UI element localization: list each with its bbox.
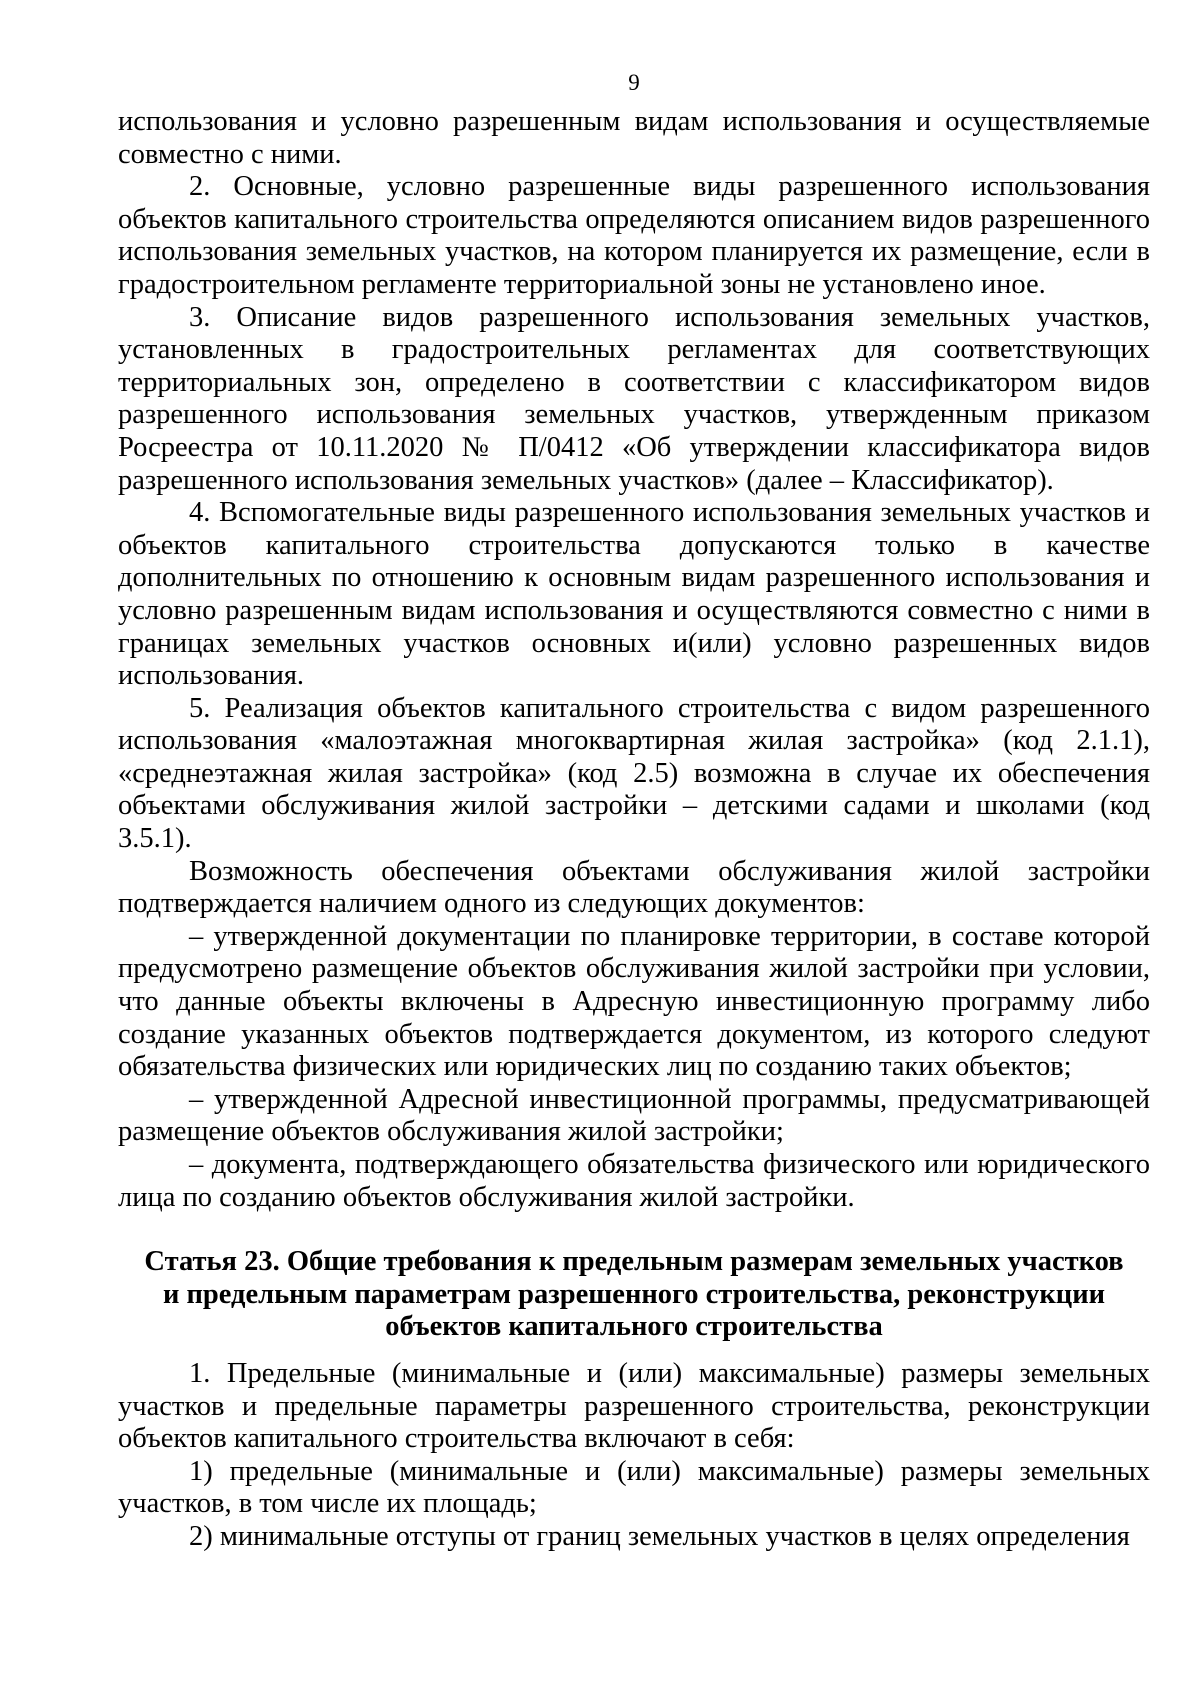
body-before-heading	[118, 106, 1150, 1214]
page-number: 9	[628, 70, 640, 95]
paragraph-item-4: 4. Вспомогательные виды разрешенного использования земельных участков и объектов капитального строительства допускаются только в качестве дополнительных по отношению к основным видам разрешенного использования и условно разрешенным видам использования и осуществляются совместно с ними в границах земельных участков основных и(или) условно разрешенных видов использования.	[118, 497, 1150, 692]
list-item-dash-2: – утвержденной Адресной инвестиционной программы, предусматривающей размещение объектов обслуживания жилой застройки;	[118, 1083, 1150, 1148]
article-subitem-1: 1) предельные (минимальные и (или) максимальные) размеры земельных участков, в том числе их площадь;	[118, 1455, 1150, 1520]
paragraph-continuation: использования и условно разрешенным видам использования и осуществляемые совместно с ними.	[118, 106, 1150, 170]
paragraph-item-3: 3. Описание видов разрешенного использования земельных участков, установленных в градостроительных регламентах для соответствующих территориальных зон, определено в соответствии с классификатором видов разрешенного использования земельных участков, утвержденным приказом Росреестра от 10.11.2020 № П/0412 «Об утверждении классификатора видов разрешенного использования земельных участков» (далее – Классификатор).	[118, 301, 1150, 496]
article-heading-line-3: объектов капитального строительства	[385, 1311, 883, 1343]
article-heading	[118, 1246, 1150, 1344]
paragraph-possibility: Возможность обеспечения объектами обслуживания жилой застройки подтверждается наличием одного из следующих документов:	[118, 855, 1150, 920]
list-item-dash-3: – документа, подтверждающего обязательства физического или юридического лица по созданию объектов обслуживания жилой застройки.	[118, 1149, 1150, 1213]
article-heading-line-2: и предельным параметрам разрешенного строительства, реконструкции	[162, 1278, 1106, 1310]
body-after-heading	[118, 1358, 1150, 1554]
article-heading-line-1: Статья 23. Общие требования к предельным размерам земельных участков	[144, 1246, 1124, 1278]
article-paragraph-1: 1. Предельные (минимальные и (или) максимальные) размеры земельных участков и предельные параметры разрешенного строительства, реконструкции объектов капитального строительства включают в себя:	[118, 1357, 1150, 1455]
list-item-dash-1: – утвержденной документации по планировке территории, в составе которой предусмотрено размещение объектов обслуживания жилой застройки при условии, что данные объекты включены в Адресную инвестиционную программу либо создание указанных объектов подтверждается документом, из которого следуют обязательства физических или юридических лиц по созданию таких объектов;	[118, 920, 1150, 1083]
article-subitem-2: 2) минимальные отступы от границ земельных участков в целях определения	[189, 1520, 1130, 1552]
document-page	[118, 70, 1150, 1554]
paragraph-item-5: 5. Реализация объектов капитального строительства с видом разрешенного использования «малоэтажная многоквартирная жилая застройка» (код 2.1.1), «среднеэтажная жилая застройка» (код 2.5) возможна в случае их обеспечения объектами обслуживания жилой застройки – детскими садами и школами (код 3.5.1).	[118, 692, 1150, 855]
paragraph-item-2: 2. Основные, условно разрешенные виды разрешенного использования объектов капитального строительства определяются описанием видов разрешенного использования земельных участков, на котором планируется их размещение, если в градостроительном регламенте территориальной зоны не установлено иное.	[118, 171, 1150, 300]
